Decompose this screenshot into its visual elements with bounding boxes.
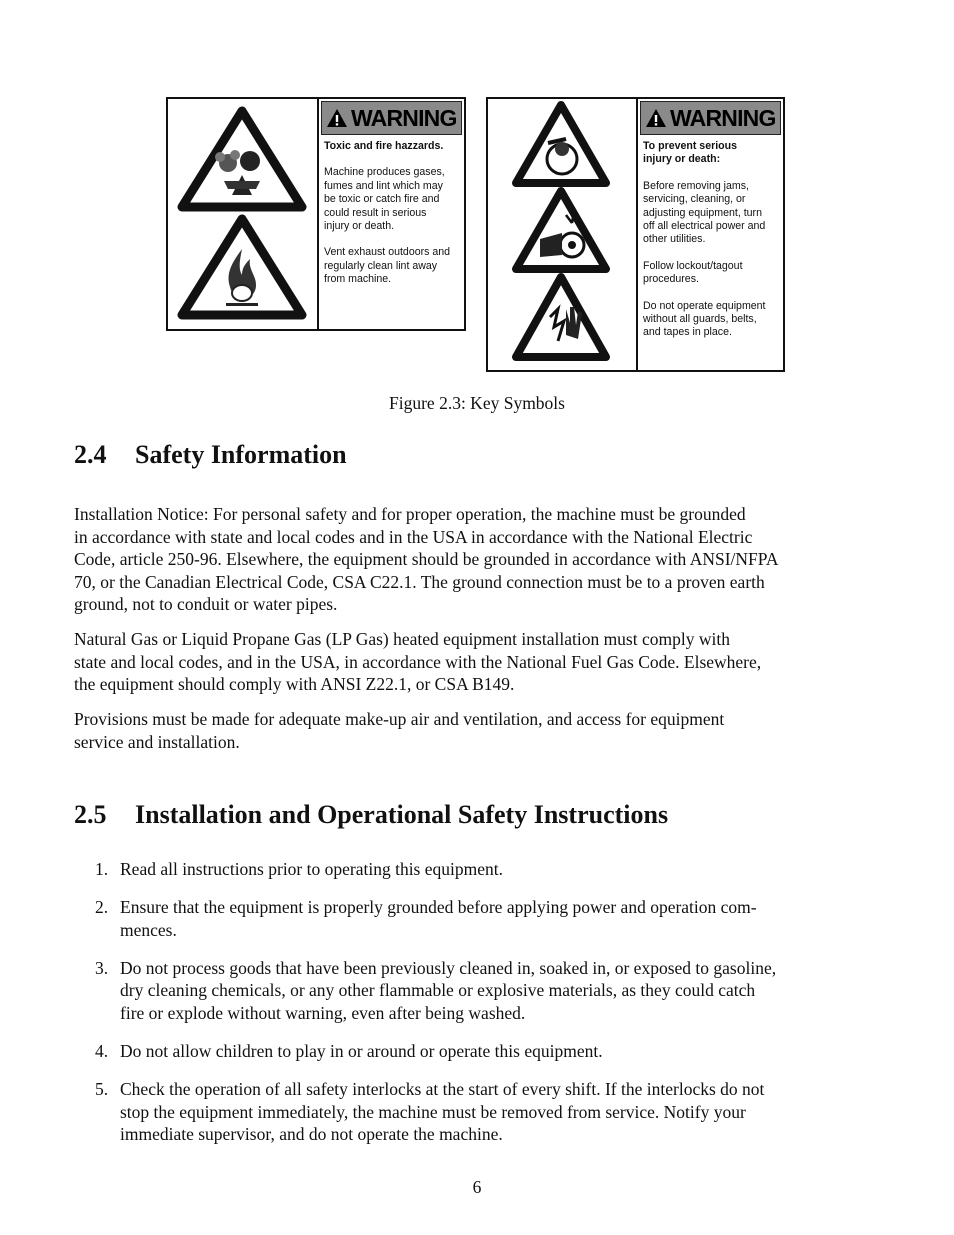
warning-pictogram-column	[168, 99, 319, 329]
warning-paragraph: Follow lockout/tagout procedures.	[643, 259, 743, 286]
list-item	[74, 896, 876, 941]
warning-lead: Toxic and fire hazzards.	[324, 140, 444, 152]
warning-paragraph: Machine produces gases, fumes and lint which may be toxic or catch fire and could result in serious injury or death.	[324, 166, 445, 233]
list-item-text: Ensure that the equipment is properly grounded before applying power and operation com- mences.	[120, 897, 757, 940]
warning-triangle-icon	[645, 108, 667, 128]
section-title: Safety Information	[135, 440, 347, 469]
list-item-number: 3.	[95, 957, 109, 978]
figure-caption: Figure 2.3: Key Symbols	[389, 393, 565, 413]
entanglement-icon	[488, 99, 634, 370]
section-heading	[74, 440, 347, 470]
warning-pictogram-column	[488, 99, 638, 370]
list-item	[74, 957, 876, 1025]
electric-shock-icon	[516, 277, 606, 357]
page-number: 6	[472, 1177, 482, 1197]
warning-lead: To prevent serious injury or death:	[643, 140, 737, 166]
warning-body	[638, 135, 783, 340]
list-item-text: Read all instructions prior to operating this equipment.	[120, 859, 503, 879]
list-item-number: 2.	[95, 897, 109, 918]
warning-header	[640, 101, 781, 135]
warning-body	[319, 135, 464, 287]
warning-text-panel	[638, 99, 783, 370]
list-item	[74, 1040, 876, 1063]
toxic-fumes-icon	[168, 99, 315, 329]
list-item	[74, 858, 876, 881]
list-item-text: Check the operation of all safety interlocks at the start of every shift. If the interlocks do not stop the equipment immediately, the machine must be removed from service. Notify your immediate supervisor, and do not operate the machine.	[120, 1079, 765, 1145]
signal-word: WARNING	[351, 104, 457, 131]
section-number: 2.4	[74, 440, 107, 469]
list-item-number: 1.	[95, 859, 109, 879]
instruction-list	[74, 858, 876, 1161]
warning-header	[321, 101, 462, 135]
warning-label-lockout	[486, 97, 785, 372]
fire-hazard-icon	[182, 219, 302, 315]
section-number: 2.5	[74, 800, 107, 829]
body-paragraph: Installation Notice: For personal safety and for proper operation, the machine must be grounded in accordance with state and local codes and in the USA in accordance with the National Electric Code, article 250-96. Elsewhere, the equipment should be grounded in accordance with ANSI/NFPA 70, or the Canadian Electrical Code, CSA C22.1. The ground connection must be to a proven earth ground, not to conduit or water pipes.	[74, 504, 779, 615]
list-item-number: 5.	[95, 1079, 109, 1100]
list-item-text: Do not process goods that have been previously cleaned in, soaked in, or exposed to gasoline, dry cleaning chemicals, or any other flammable or explosive materials, as they could catch fire or explode without warning, even after being washed.	[120, 957, 777, 1023]
body-paragraph: Natural Gas or Liquid Propane Gas (LP Gas) heated equipment installation must comply with state and local codes, and in the USA, in accordance with the National Fuel Gas Code. Elsewhere, the equipment should comply with ANSI Z22.1, or CSA B149.	[74, 629, 762, 695]
section-title: Installation and Operational Safety Instructions	[135, 800, 669, 829]
warning-paragraph: Vent exhaust outdoors and regularly clean lint away from machine.	[324, 246, 451, 286]
warning-paragraph: Do not operate equipment without all guards, belts, and tapes in place.	[643, 299, 766, 339]
section-heading	[74, 800, 668, 830]
signal-word: WARNING	[670, 104, 776, 131]
warning-label-toxic-fire	[166, 97, 466, 331]
pinch-point-icon	[516, 191, 606, 269]
list-item-number: 4.	[95, 1041, 109, 1062]
warning-triangle-icon	[326, 108, 348, 128]
warning-paragraph: Before removing jams, servicing, cleaning, or adjusting equipment, turn off all electrical power and other utilities.	[643, 179, 766, 246]
list-item	[74, 1078, 876, 1146]
list-item-text: Do not allow children to play in or around or operate this equipment.	[120, 1041, 603, 1062]
body-paragraph: Provisions must be made for adequate make-up air and ventilation, and access for equipment service and installation.	[74, 709, 725, 752]
warning-text-panel	[319, 99, 464, 329]
